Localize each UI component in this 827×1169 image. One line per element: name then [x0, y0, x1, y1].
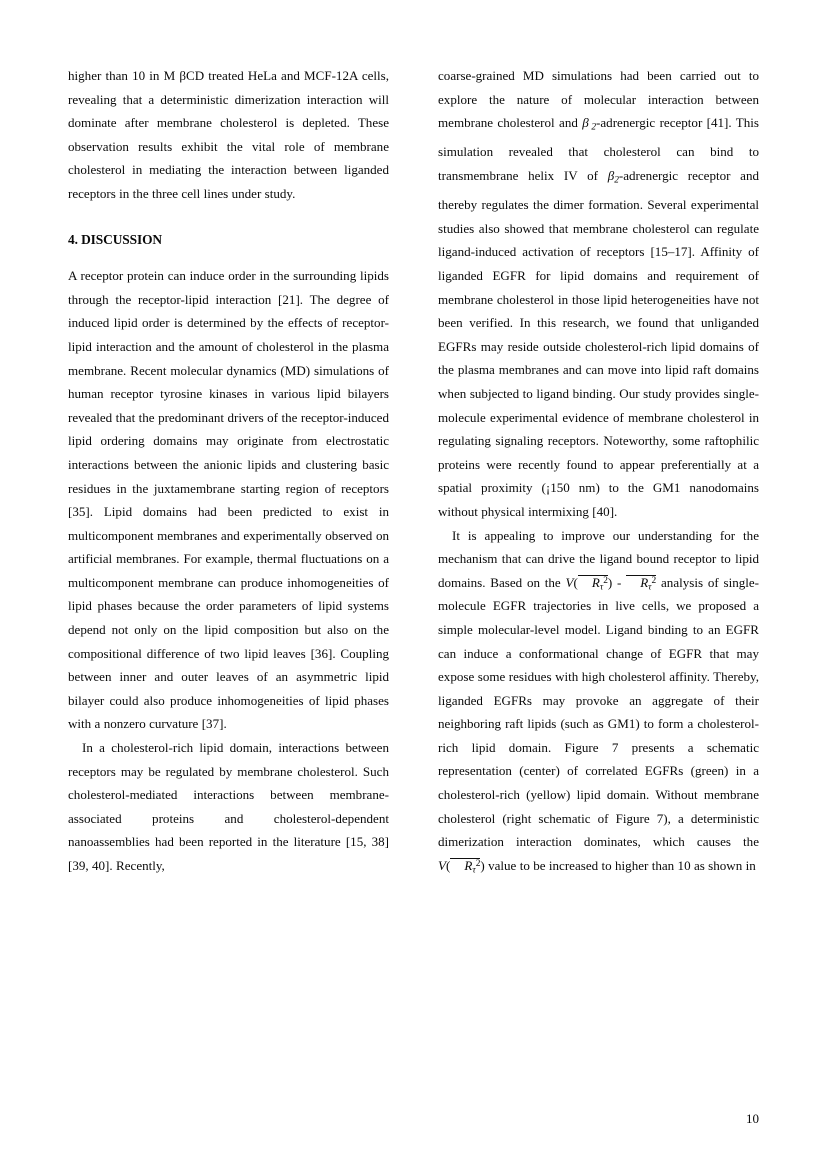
left-column	[68, 64, 389, 1094]
math-beta-2-adrenergic: $\beta_2$	[607, 168, 619, 186]
paragraph-discussion-2: In a cholesterol-rich lipid domain, interactions between receptors may be regulated by membrane cholesterol. Such cholesterol-mediated interactions between membrane-associated proteins and cholesterol-dependent nanoassemblies had been reported in the literature [15, 38] [39, 40]. Recently,	[68, 740, 389, 873]
spacer-after-heading	[68, 251, 389, 264]
right-column	[438, 64, 759, 1094]
math-beta-2-adrenergic: β $_2$	[582, 115, 597, 133]
paragraph-right-1: coarse-grained MD simulations had been carried out to explore the nature of molecular interaction between membrane cholesterol and β $_2$-adrenergic receptor [41]. This simulation revealed that cholesterol can bind to transmembrane helix IV of $\beta_2$-adrenergic receptor and thereby regulates the dimer formation. Several experimental studies also showed that membrane cholesterol can regulate ligand-induced activation of receptors [15–17]. Affinity of liganded EGFR for lipid domains and requirement of membrane cholesterol in those lipid heterogeneities have not been verified. In this research, we found that unliganded EGFRs may reside outside cholesterol-rich lipid domains of the plasma membranes and can move into lipid raft domains when subjected to ligand binding. Our study provides single-molecule experimental evidence of membrane cholesterol in regulating signaling receptors. Noteworthy, some raftophilic proteins were recently found to appear preferentially at a spatial proximity (¡150 nm) to the GM1 nanodomains without physical intermixing [40].	[438, 68, 760, 519]
paragraph-continued-results: higher than 10 in M βCD treated HeLa and MCF-12A cells, revealing that a deterministic dimerization interaction will dominate after membrane cholesterol is depleted. These observation results exhibit the vital role of membrane cholesterol in mediating the interaction between liganded receptors in the three cell lines under study.	[68, 68, 389, 201]
paragraph-discussion-1: A receptor protein can induce order in the surrounding lipids through the receptor-lipid interaction [21]. The degree of induced lipid order is determined by the effects of receptor-lipid interaction and the amount of cholesterol in the plasma membrane. Recent molecular dynamics (MD) simulations of human receptor tyrosine kinases in various lipid bilayers revealed that the predominant drivers of the receptor-induced lipid ordering domains may originate from electrostatic interactions between the anionic lipids and clustering basic residues in the juxtamembrane starting region of receptors [35]. Lipid domains had been predicted to exist in multicomponent membranes and experimentally observed on artificial membranes. For example, thermal fluctuations on a multicomponent membrane can produce inhomogeneities of lipid phases because the order parameters of lipid systems depend not only on the lipid composition but also on the compositional difference of two lipid leaves [36]. Coupling between inner and outer leaves of an asymmetric lipid bilayer could also produce inhomogeneities of lipid phases with a nonzero curvature [37].	[68, 268, 389, 732]
spacer-before-heading	[68, 206, 389, 228]
page-number: 10	[745, 1111, 759, 1126]
math-mean-square-displacement: $R_\tau^2$	[626, 575, 656, 590]
section-heading-discussion: 4. DISCUSSION	[68, 231, 162, 247]
math-variance-of-mean-square-displacement: V( $R_\tau^2$)	[565, 574, 613, 593]
two-column-body	[68, 64, 759, 1094]
math-variance-of-mean-square-displacement: V( $R_\tau^2$)	[438, 857, 485, 876]
paragraph-right-2: It is appealing to improve our understanding for the mechanism that can drive the ligand bound receptor to lipid domains. Based on the V( $R_\tau^2) - R_\tau^2$ analysis of single-molecule EGFR trajectories in live cells, we proposed a simple molecular-level model. Ligand binding to an EGFR can induce a conformational change of EGFR that may expose some residues with high cholesterol affinity. Thereby, liganded EGFRs may provoke an aggregate of their neighboring raft lipids (such as GM1) to form a cholesterol-rich lipid domain. Figure 7 presents a schematic representation (center) of correlated EGFRs (green) in a cholesterol-rich (yellow) lipid domain. Without membrane cholesterol (right schematic of Figure 7), a deterministic dimerization interaction dominates, which causes the V( $R_\tau^2$) value to be increased to higher than 10 as shown in	[438, 527, 760, 876]
